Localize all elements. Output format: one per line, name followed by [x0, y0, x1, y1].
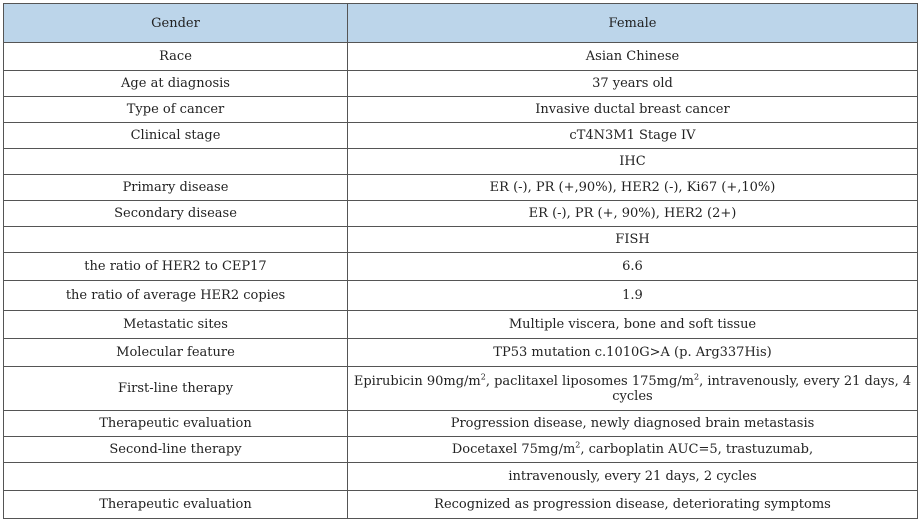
row-value: ER (-), PR (+, 90%), HER2 (2+)	[348, 201, 918, 227]
row-label: the ratio of average HER2 copies	[4, 281, 348, 311]
row-label: Clinical stage	[4, 123, 348, 149]
row-label: Primary disease	[4, 175, 348, 201]
row-value-second-line-cont: intravenously, every 21 days, 2 cycles	[348, 463, 918, 491]
superscript: 2	[575, 440, 581, 450]
row-label: the ratio of HER2 to CEP17	[4, 253, 348, 281]
table-row-second-line	[4, 437, 918, 463]
row-label: Secondary disease	[4, 201, 348, 227]
row-label: First-line therapy	[4, 367, 348, 411]
row-value: TP53 mutation c.1010G>A (p. Arg337His)	[348, 339, 918, 367]
row-value: Multiple viscera, bone and soft tissue	[348, 311, 918, 339]
header-gender: Gender	[4, 4, 348, 43]
clinical-table-container	[3, 3, 917, 519]
table-row	[4, 71, 918, 97]
superscript: 2	[480, 372, 486, 382]
table-row	[4, 411, 918, 437]
row-label: Type of cancer	[4, 97, 348, 123]
row-label: Molecular feature	[4, 339, 348, 367]
row-value: 6.6	[348, 253, 918, 281]
row-value: 1.9	[348, 281, 918, 311]
text-segment: , paclitaxel liposomes 175mg/m	[485, 373, 695, 389]
text-segment: , carboplatin AUC=5, trastuzumab,	[580, 442, 814, 457]
table-row	[4, 253, 918, 281]
table-row	[4, 123, 918, 149]
table-row-second-line-cont	[4, 463, 918, 491]
table-row	[4, 311, 918, 339]
header-female: Female	[348, 4, 918, 43]
section-label-ihc: IHC	[348, 149, 918, 175]
row-value-first-line	[348, 367, 918, 411]
table-row	[4, 491, 918, 519]
clinical-characteristics-table	[3, 3, 918, 519]
section-label-fish: FISH	[348, 227, 918, 253]
row-value: Asian Chinese	[348, 43, 918, 71]
table-row	[4, 175, 918, 201]
row-value: Recognized as progression disease, deteriorating symptoms	[348, 491, 918, 519]
table-row	[4, 97, 918, 123]
row-label: Therapeutic evaluation	[4, 491, 348, 519]
row-value: 37 years old	[348, 71, 918, 97]
table-row	[4, 281, 918, 311]
row-value: Progression disease, newly diagnosed brain metastasis	[348, 411, 918, 437]
table-header-row	[4, 4, 918, 43]
text-segment: , intravenously, every 21 days, 4 cycles	[612, 373, 912, 404]
row-value: Invasive ductal breast cancer	[348, 97, 918, 123]
row-label: Metastatic sites	[4, 311, 348, 339]
row-value: ER (-), PR (+,90%), HER2 (-), Ki67 (+,10%)	[348, 175, 918, 201]
superscript: 2	[694, 372, 700, 382]
row-value-second-line	[348, 437, 918, 463]
table-row	[4, 43, 918, 71]
text-segment: Epirubicin 90mg/m	[353, 373, 481, 389]
row-label: Race	[4, 43, 348, 71]
section-row-fish	[4, 227, 918, 253]
row-label: Age at diagnosis	[4, 71, 348, 97]
text-segment: Docetaxel 75mg/m	[451, 442, 576, 457]
section-row-ihc	[4, 149, 918, 175]
row-label: Therapeutic evaluation	[4, 411, 348, 437]
table-row-first-line	[4, 367, 918, 411]
table-row	[4, 201, 918, 227]
row-label: Second-line therapy	[4, 437, 348, 463]
row-value: cT4N3M1 Stage IV	[348, 123, 918, 149]
table-row	[4, 339, 918, 367]
